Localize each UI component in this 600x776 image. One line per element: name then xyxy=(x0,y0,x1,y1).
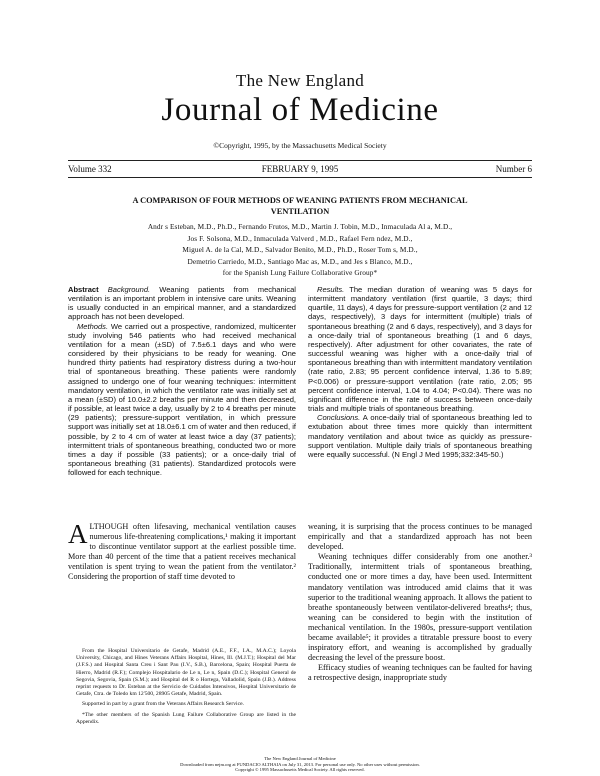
masthead-title: Journal of Medicine xyxy=(161,92,439,128)
author-list xyxy=(68,221,532,279)
copyright-notice: ©Copyright, 1995, by the Massachusetts Medical Society xyxy=(213,141,387,150)
body-text: often lifesaving, mechanical ventilation causes numerous life-threatening complications,¹ making it important to discontinue ventilator support at the earliest possible time. More than 40 percent of the time that a patient receives mechanical ventilation is spent trying to wean the patient from the ventilator.² Considering the proportion of staff time devoted to xyxy=(68,522,296,582)
title-line-1: A COMPARISON OF FOUR METHODS OF WEANING PATIENTS FROM MECHANICAL xyxy=(132,196,468,205)
body-paragraph-1-cont: weaning, it is surprising that the process continues to be managed empirically and that a standardized approach has not been developed. xyxy=(308,522,532,552)
body-paragraph-2: Weaning techniques differ considerably from one another.³ Traditionally, intermittent trials of spontaneous breathing, conducted one or more times a day, have been used. Intermittent mandatory ventilation was introduced amid claims that it was superior to the traditional weaning approach. It allows the patient to breathe spontaneously between ventilator-delivered breaths⁴; thus, weaning can be considered to begin with the institution of mechanical ventilation. In the 1980s, pressure-support ventilation became available⁵; it provides a titratable pressure boost to every inspiratory effort, and weaning is accomplished by gradually decreasing the level of the pressure boost. xyxy=(308,552,532,663)
bottom-rule xyxy=(68,177,532,178)
abstract-right-column xyxy=(308,285,532,459)
abstract-left-column xyxy=(68,285,296,477)
conclusions-text: A once-daily trial of spontaneous breathing led to extubation about three times more quickly than intermittent mandatory ventilation and about twice as quickly as pressure-support ventilation. Multiple daily trials of spontaneous breathing were equally successful. (N Engl J Med 1995;332:345-50.) xyxy=(308,413,532,459)
lead-caps: LTHOUGH xyxy=(89,522,129,531)
footer-journal: The New England Journal of Medicine xyxy=(264,756,336,761)
footnote-group: *The other members of the Spanish Lung Failure Collaborative Group are listed in the Appendix. xyxy=(76,711,296,725)
author-line: Miguel A. de la Cal, M.D., Salvador Benito, M.D., Ph.D., Roser Tom s, M.D., xyxy=(182,245,418,255)
conclusions-label: Conclusions. xyxy=(317,413,361,423)
top-rule xyxy=(68,160,532,161)
article-title xyxy=(68,195,532,217)
issue-date: FEBRUARY 9, 1995 xyxy=(261,164,339,174)
body-paragraph-1 xyxy=(68,519,296,583)
results-label: Results. xyxy=(317,285,345,294)
abstract-results xyxy=(308,285,532,413)
background-label: Background. xyxy=(107,285,151,294)
footer-download: Downloaded from nejm.org at FUNDACIO ALTHAIA on July 31, 2013. For personal use only. No other uses without permission. xyxy=(180,761,420,767)
volume-label: Volume 332 xyxy=(68,164,112,174)
abstract-label: Abstract xyxy=(68,285,99,294)
body-left-column xyxy=(68,519,296,583)
footnote-support: Supported in part by a grant from the Veterans Affairs Research Service. xyxy=(82,701,244,708)
abstract-conclusions xyxy=(308,413,532,459)
methods-label: Methods. xyxy=(77,321,109,331)
body-paragraph-3: Efficacy studies of weaning techniques can be faulted for having a retrospective design, inappropriate study xyxy=(308,663,532,683)
methods-text: We carried out a prospective, randomized, multicenter study involving 546 patients who had received mechanical ventilation for a mean (±SD) of 7.5±6.1 days and who were considered by their physicians to be ready for weaning. One hundred thirty patients had respiratory distress during a two-hour trial of spontaneous breathing. These patients were randomly assigned to undergo one of four weaning techniques: intermittent mandatory ventilation, in which the ventilator rate was initially set at a mean (±SD) of 10.0±2.2 breaths per minute and then decreased, if possible, at least twice a day, usually by 2 to 4 breaths per minute (29 patients); pressure-support ventilation, in which pressure support was initially set at 18.0±6.1 cm of water and then reduced, if possible, by 2 to 4 cm of water at least twice a day (37 patients); intermittent trials of spontaneous breathing, conducted two or more times a day if possible (33 patients); or a once-daily trial of spontaneous breathing (31 patients). Standardized protocols were followed for each technique. xyxy=(68,321,296,478)
title-line-2: VENTILATION xyxy=(270,207,330,216)
abstract-methods xyxy=(68,322,296,478)
author-line: Demetrio Carriedo, M.D., Santiago Mac as, M.D., and Jes s Blanco, M.D., xyxy=(187,256,413,266)
footnote-affiliations: From the Hospital Universitario de Getafe, Madrid (A.E., F.F., I.A., M.A.C.); Loyola University, Chicago, and Hines Veterans Affairs Hospital, Hines, Ill. (M.J.T.); Hospital del Mar (J.F.S.) and Hospital Santa Creu i Sant Pau (I.V., S.B.), Barcelona, Spain; Hospital Puerta de Hierro, Madrid (R.F.); Complejo Hospitalario de Le n, Le n, Spain (D.C.); Hospital General de Segovia, Segovia, Spain (S.M.); and Hospital del R o Hortega, Valladolid, Spain (J.B.). Address reprint requests to Dr. Esteban at the Servicio de Cuidados Intensivos, Hospital Universitario de Getafe, Ctra. de Toledo km 12'500, 28905 Getafe, Madrid, Spain. xyxy=(76,648,296,698)
results-text: The median duration of weaning was 5 days for intermittent mandatory ventilation (first quartile, 3 days; third quartile, 11 days), 4 days for pressure-support ventilation (2 and 12 days, respectively), 3 days for intermittent (multiple) trials of spontaneous breathing (2 and 6 days, respectively), and 3 days for a once-daily trial of spontaneous breathing (1 and 6 days, respectively). After adjustment for other covariates, the rate of successful weaning was higher with a once-daily trial of spontaneous breathing than with intermittent mandatory ventilation (rate ratio, 2.83; 95 percent confidence interval, 1.36 to 5.89; P<0.006) or pressure-support ventilation (rate ratio, 2.05; 95 percent confidence interval, 1.04 to 4.04; P<0.04). There was no significant difference in the rate of success between once-daily trials and multiple trials of spontaneous breathing. xyxy=(308,285,532,414)
author-line: Jos F. Solsona, M.D., Inmaculada Valverd , M.D., Rafael Fern ndez, M.D., xyxy=(187,233,413,243)
page-footer xyxy=(0,756,600,773)
drop-cap: A xyxy=(68,519,88,549)
author-line: for the Spanish Lung Failure Collaborative Group* xyxy=(222,268,378,278)
issue-number: Number 6 xyxy=(495,164,532,174)
footer-copyright: Copyright © 1995 Massachusetts Medical Society. All rights reserved. xyxy=(235,767,365,773)
background-text: Weaning patients from mechanical ventilation is an important problem in intensive care units. Weaning is usually conducted in an empirical manner, and a standardized approach has not been developed. xyxy=(68,285,296,322)
masthead-line1: The New England xyxy=(235,71,365,90)
footnotes xyxy=(76,648,296,729)
abstract-background xyxy=(68,285,296,322)
body-right-column xyxy=(308,522,532,684)
author-line: Andr s Esteban, M.D., Ph.D., Fernando Frutos, M.D., Martin J. Tobin, M.D., Inmaculada Al a, M.D., xyxy=(147,222,453,231)
